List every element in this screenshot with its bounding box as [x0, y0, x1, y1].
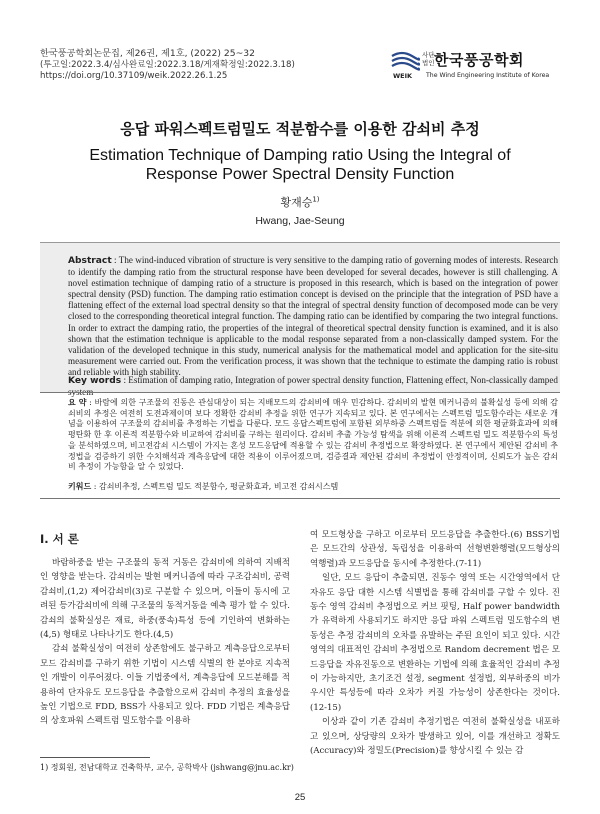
- doi-link[interactable]: https://doi.org/10.37109/weik.2022.26.1.25: [40, 71, 228, 82]
- wind-logo-icon: [390, 50, 420, 72]
- journal-header: [40, 48, 295, 83]
- corp-prefix-line2: 법인: [422, 58, 435, 67]
- author-korean: [0, 194, 600, 210]
- author-english: Hwang, Jae-Seung: [255, 215, 345, 227]
- society-name-ko: 한국풍공학회: [434, 51, 524, 69]
- keywords-label: Key words: [68, 376, 122, 386]
- body-left-column: [40, 556, 290, 729]
- journal-citation: 한국풍공학회논문집, 제26권, 제1호, (2022) 25~32: [40, 48, 255, 59]
- abstract-ko-text: : 바람에 의한 구조물의 진동은 관심대상이 되는 지배모드의 감쇠비에 매우 민감하다. 감쇠비의 발현 메커니즘의 불확실성 등에 의해 감쇠비의 추정은 여전히 도전과제이며 보다 정확한 감쇠비 추정을 위한 연구가 지속되고 있다. 본 연구에서는 스펙트럼 밀도함수라는 새로운 개념을 이용하여 구조물의 감쇠비를 추정하는 기법을 다룬다. 모드 응답스펙트럼에 포함된 외부하중 스펙트럼들 적분에 의한 평균화효과에 의해 평탄화 한 후 이론적 적분함수와 비교하여 감쇠비를 구하는 원리이다. 감쇠비 추출 가능성 탐색을 위해 이론적 스펙트럼 밀도 적분함수의 특성을 분석하였으며, 비고전감쇠 시스템이 가지는 혼성 모드응답에 적용할 수 있는 감쇠비 추정법으로 확장하였다. 본 연구에서 제안된 감쇠비 추정법을 검증하기 위한 수치해석과 계측응답에 대한 적용이 이루어졌으며, 검증결과 제안된 감쇠비 추정법이 안정적이며, 신뢰도가 높은 감쇠비 추정이 가능함을 알 수 있었다.: [68, 398, 558, 472]
- paragraph: 바람하중을 받는 구조물의 동적 거동은 감쇠비에 의하여 지배적인 영향을 받는다. 감쇠비는 발현 메커니즘에 따라 구조감쇠비, 공력감쇠비,(1,2) 제어감쇠비(3)로 구분할 수 있으며, 이들이 동시에 고려된 등가감쇠비에 의해 구조물의 동적거동을 예측 평가 할 수 있다. 감쇠의 불확실성은 재료, 하중(풍속)특성 등에 기인하여 변화하는(4,5) 형태로 나타나기도 한다.(4,5): [40, 558, 290, 641]
- author-name-ko: 황재승: [280, 196, 313, 209]
- paragraph: 감쇠 불확실성이 여전히 상존함에도 불구하고 계측응답으로부터 모드 감쇠비를 구하기 위한 기법이 시스템 식별의 한 분야로 지속적인 개발이 이루어졌다. 이들 기법중에서, 계측응답에 모드분해를 적용하여 단자유도 모드응답을 추출함으로써 감쇠비 추정의 효율성을 높인 기법으로 FDD, BSS가 사용되고 있다. FDD 기법은 계측응답의 상호파워 스펙트럼 밀도함수를 이용하: [40, 644, 290, 727]
- section-heading: Ⅰ. 서 론: [40, 532, 79, 546]
- abstract-text: : The wind-induced vibration of structure is very sensitive to the damping ratio of governing modes of interests. Research to identify the damping ratio from the structural response have been developed for several decades, however is still challenging. A novel estimation technique of damping ratio of a structure is proposed in this research, which is based on the integration of power spectral density (PSD) function. The damping ratio estimation concept is devised on the principle that the integration of PSD have a flattening effect of the external load spectral density so that the integral of spectral density function of decomposed mode can be very closed to the corresponding theoretical integral function. The damping ratio can be identified by comparing the two integral functions. In order to extract the damping ratio, the properties of the integral of theoretical spectral density function is examined, and it is also shown that the estimation technique is applicable to the modal response separated from a non-classically damped system. For the validation of the developed technique in this study, numerical analysis for the mathematical model and application for the site-situ measurement were carried out. From the verification process, it was shown that the technique to estimate the damping ratio is robust and reliable with high stability.: [68, 255, 558, 377]
- divider: [40, 498, 560, 499]
- society-logo: [390, 50, 560, 84]
- abstract-english: [68, 255, 558, 378]
- title-english-line1: Estimation Technique of Damping ratio Using the Integral of: [89, 147, 511, 164]
- paragraph: 일단, 모드 응답이 추출되면, 진동수 영역 또는 시간영역에서 단자유도 응답 대한 시스템 식별법을 통해 감쇠비를 구할 수 있다. 진동수 영역 감쇠비 추정법으로 커브 핏팅, Half power bandwidth가 유력하게 사용되기도 하지만 응답 파워 스펙트럼 밀도함수의 변동성은 추정 감쇠비의 오차를 유발하는 주된 요인이 되고 있다. 시간영역의 대표적인 감쇠비 추정법으로 Random decrement 법은 모드응답을 자유진동으로 변환하는 기법에 의해 효율적인 감쇠비 추정이 가능하지만, 초기조건 설정, segment 설정법, 외부하중의 비가우시안 특성등에 따라 오차가 커질 가능성이 상존한다는 것이다.(12-15): [310, 573, 560, 713]
- abstract-korean: [68, 398, 558, 473]
- society-name-en: The Wind Engineering Institute of Korea: [426, 72, 550, 79]
- body-right-column: [310, 528, 560, 759]
- society-abbr: WEIK: [393, 72, 413, 80]
- footnote-rule: [40, 757, 150, 758]
- keywords-english: [68, 375, 558, 398]
- title-korean: 응답 파워스펙트럼밀도 적분함수를 이용한 감쇠비 추정: [120, 120, 480, 138]
- divider: [40, 392, 560, 393]
- paragraph: 이상과 같이 기존 감쇠비 추정기법은 여전히 불확실성을 내포하고 있으며, 상당량의 오차가 발생하고 있어, 이를 개선하고 정확도(Accuracy)와 정밀도(Precision)를 향상시킬 수 있는 감: [310, 717, 560, 757]
- submission-dates: (투고일:2022.3.4/심사완료일:2022.3.18/게재확정일:2022.3.18): [40, 59, 295, 70]
- title-english-line2: Response Power Spectral Density Function: [145, 166, 455, 183]
- keywords-ko-text: : 감쇠비추정, 스펙트럼 밀도 적분함수, 평균화효과, 비고전 감쇠시스템: [91, 482, 339, 491]
- keywords-text: : Estimation of damping ratio, Integration of power spectral density function, Flattening effect, Non-classically damped system: [68, 375, 558, 398]
- page-number: 25: [294, 792, 306, 803]
- paragraph: 여 모드형상을 구하고 이로부터 모드응답을 추출한다.(6) BSS기법은 모드간의 상관성, 독립성을 이용하여 선형변환행렬(모드형상의 역행렬)과 모드응답을 동시에 추정한다.(7-11): [310, 530, 560, 569]
- corp-prefix-line1: 사단: [422, 51, 435, 59]
- keywords-ko-label: 키워드: [68, 482, 92, 491]
- abstract-ko-label: 요 약: [68, 398, 87, 407]
- abstract-label: Abstract: [68, 256, 112, 266]
- footnote: 1) 정회원, 전남대학교 건축학부, 교수, 공학박사 (jshwang@jnu.ac.kr): [40, 763, 294, 772]
- corp-prefix: [422, 52, 435, 67]
- keywords-korean: [68, 482, 558, 493]
- title-english: [0, 146, 600, 184]
- author-affil-mark: 1): [312, 195, 320, 204]
